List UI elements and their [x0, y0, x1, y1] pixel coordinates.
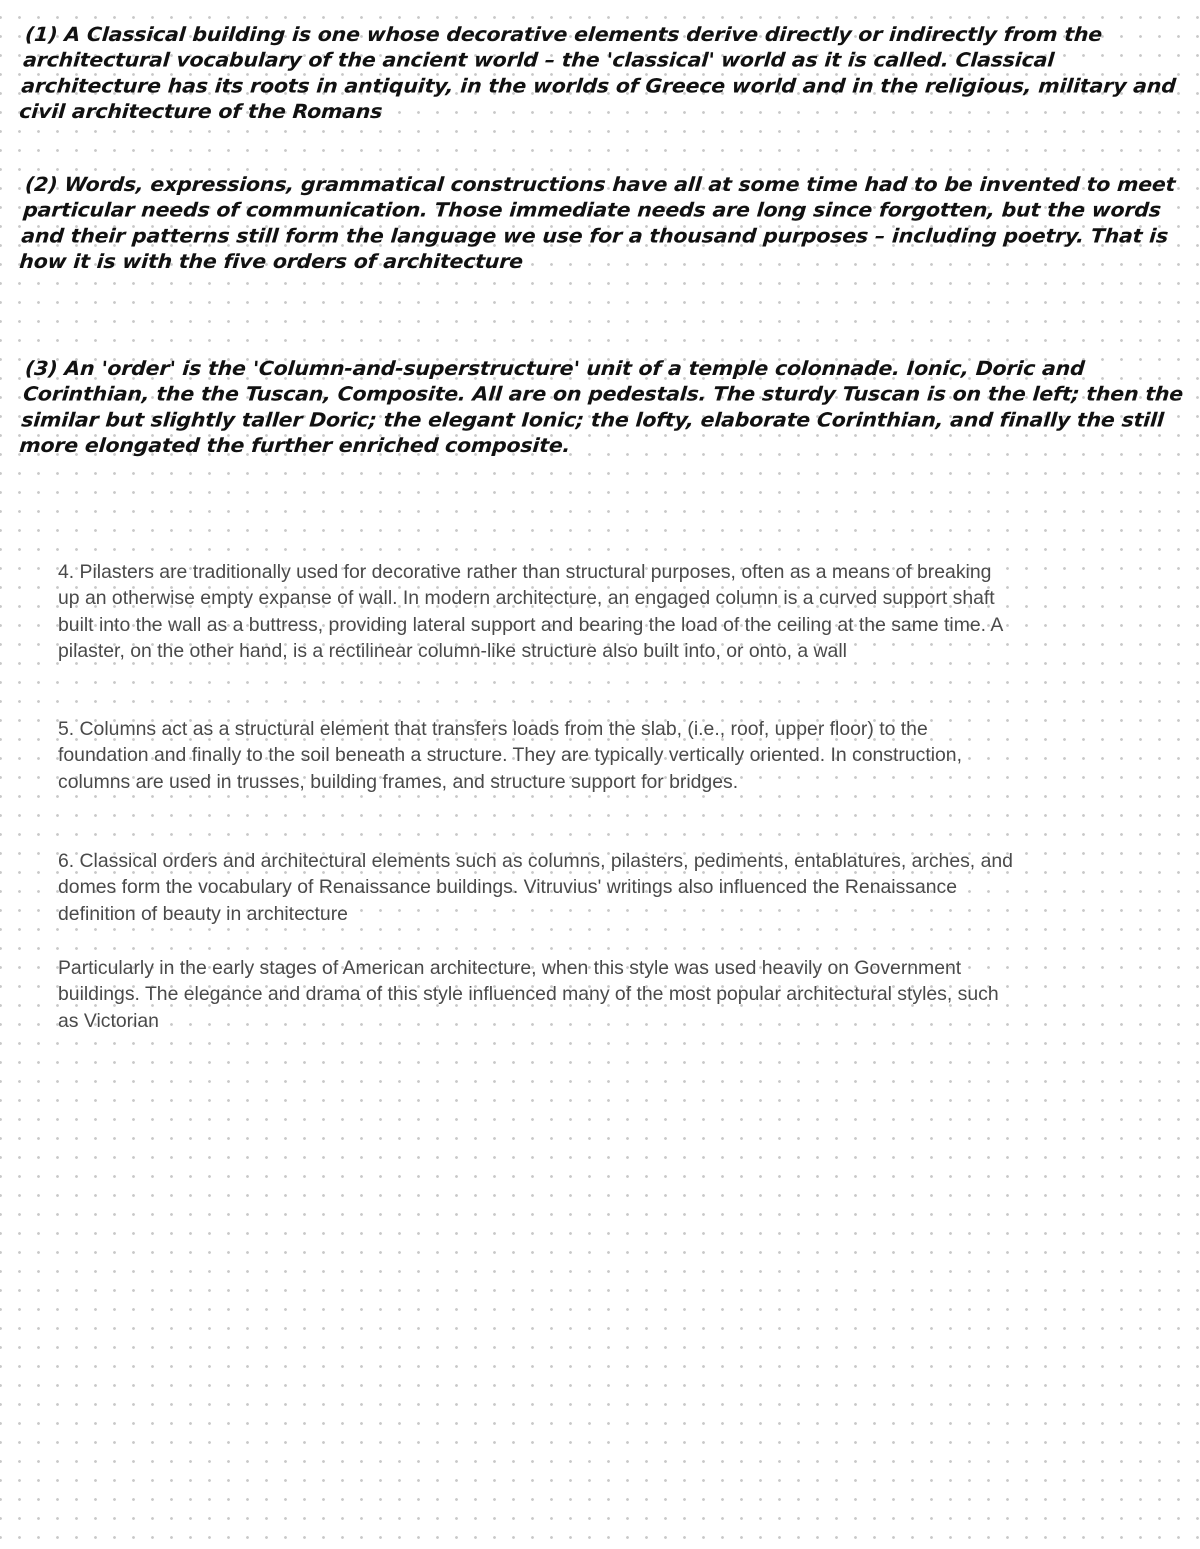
handwritten-note-2: (2) Words, expressions, grammatical constructions have all at some time had to be invented to meet particular needs of communication. Those immediate needs are long since forgotten, but the words and their patterns still form the language we use for a thousand purposes – including poetry. That is how it is with the five orders of architecture: [18, 172, 1177, 273]
typed-paragraph-american-architecture: Particularly in the early stages of American architecture, when this style was used heavily on Government buildings. The elegance and drama of this style influenced many of the most popular architectural styles, such as Victorian: [58, 957, 999, 1032]
handwritten-note-3: (3) An 'order' is the 'Column-and-superstructure' unit of a temple colonnade. Ionic, Doric and Corinthian, the the Tuscan, Composite. All are on pedestals. The sturdy Tuscan is on the left; then the similar but slightly taller Doric; the elegant Ionic; the lofty, elaborate Corinthian, and finally the still more elongated the further enriched composite.: [18, 356, 1184, 457]
typed-paragraph-6: 6. Classical orders and architectural elements such as columns, pilasters, pediments, entablatures, arches, and domes form the vocabulary of Renaissance buildings. Vitruvius' writings also influenced the Renaissance definition of beauty in architecture: [58, 850, 1013, 925]
typed-paragraph-5: 5. Columns act as a structural element that transfers loads from the slab, (i.e., roof, upper floor) to the foundation and finally to the soil beneath a structure. They are typically vertically oriented. In construction, columns are used in trusses, building frames, and structure support for bridges.: [58, 718, 962, 793]
handwritten-note-1: (1) A Classical building is one whose decorative elements derive directly or indirectly from the architectural vocabulary of the ancient world – the 'classical' world as it is called. Classical architecture has its roots in antiquity, in the worlds of Greece world and in the religious, military and civil architecture of the Romans: [18, 22, 1177, 123]
typed-paragraph-4: 4. Pilasters are traditionally used for decorative rather than structural purposes, often as a means of breaking up an otherwise empty expanse of wall. In modern architecture, an engaged column is a curved support shaft built into the wall as a buttress, providing lateral support and bearing the load of the ceiling at the same time. A pilaster, on the other hand, is a rectilinear column-like structure also built into, or onto, a wall: [58, 561, 1003, 662]
